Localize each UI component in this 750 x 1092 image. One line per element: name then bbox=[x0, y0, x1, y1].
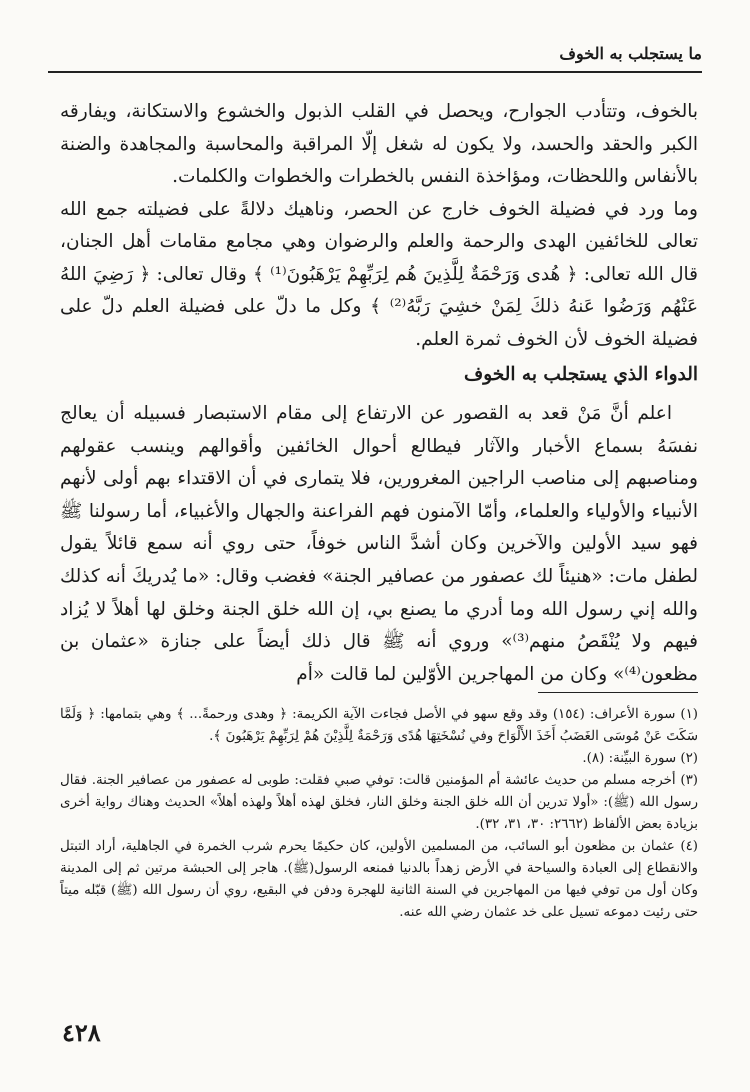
footnote: (٣) أخرجه مسلم من حديث عائشة أم المؤمنين قالت: توفي صبي فقلت: طوبى له عصفور من عصافير الجنة. فقال رسول الله (ﷺ): «أولا تدرين أن الله خلق الجنة وخلق النار، فخلق لهذه أهلاً ولهذه أهلاً» الحديث وهناك رواية أخرى بزيادة بعض الألفاظ (٢٦٦٢: ٣٠، ٣١، ٣٢). bbox=[60, 773, 698, 832]
footnote: (٢) سورة البيِّنة: (٨). bbox=[582, 751, 698, 766]
footnote: (٤) عثمان بن مظعون أبو السائب، من المسلمين الأولين، كان حكيمًا يحرم شرب الخمرة في الجاهلية، أراد التبتل والانقطاع إلى العبادة والسياحة في الأرض زهداً بالدنيا فمنعه الرسول(ﷺ). هاجر إلى الحبشة مرتين ثم إلى المدينة وكان أول من توفي فيها من المهاجرين في السنة الثانية للهجرة ودفن في البقيع، روي أن رسول الله (ﷺ) قبّله ميتاً حتى رئيت دموعه تسيل على خد عثمان رضي الله عنه. bbox=[60, 839, 698, 920]
paragraph: بالخوف، وتتأدب الجوارح، ويحصل في القلب الذبول والخشوع والاستكانة، ويفارقه الكبر والحقد والحسد، ولا يكون له شغل إلّا المراقبة والمحاسبة والمجاهدة والضنة بالأنفاس واللحظات، ومؤاخذة النفس بالخطرات والخطوات والكلمات. bbox=[60, 101, 698, 187]
paragraph: اعلم أنَّ مَنْ قعد به القصور عن الارتفاع إلى مقام الاستبصار فسبيله أن يعالج نفسَهُ بسماع الأخبار والآثار فيطالع أحوال الخائفين وأقوالهم وينسب عقولهم ومناصبهم إلى مناصب الراجين المغرورين، فلا يتمارى في أن الاقتداء بهم أولى لأنهم الأنبياء والأولياء والعلماء، وأمّا الآمنون فهم الفراعنة والجهال والأغبياء، أما رسولنا ﷺ فهو سيد الأولين والآخرين وكان أشدَّ الناس خوفاً، حتى روي أنه سمع قائلاً يقول لطفل مات: «هنيئاً لك عصفور من عصافير الجنة» فغضب وقال: «ما يُدريكَ أنه كذلك والله إني رسول الله وما أدري ما يصنع بي، إن الله خلق الجنة وخلق لها أهلاً لا يُزاد فيهم ولا يُنْقَصُ منهم⁽³⁾» وروي أنه ﷺ قال ذلك أيضاً على جنازة «عثمان بن مظعون⁽⁴⁾» وكان من المهاجرين الأوّلين لما قالت «أم bbox=[60, 403, 698, 685]
section-heading: الدواء الذي يستجلب به الخوف bbox=[464, 364, 698, 385]
header-rule bbox=[48, 71, 702, 73]
page-number: ٤٢٨ bbox=[62, 1018, 101, 1047]
paragraph: وما ورد في فضيلة الخوف خارج عن الحصر، وناهيك دلالةً على فضيلته جمع الله تعالى للخائفين الهدى والرحمة والعلم والرضوان وهي مجامع مقامات أهل الجنان، قال الله تعالى: ﴿ هُدى وَرَحْمَةٌ لِلَّذِينَ هُم لِرَبِّهِمْ يَرْهَبُونَ⁽¹⁾ ﴾ وقال تعالى: ﴿ رَضِيَ اللهُ عَنْهُم وَرَضُوا عَنهُ ذلكَ لِمَنْ خشِيَ رَبَّهُ⁽²⁾ ﴾ وكل ما دلّ على فضيلة العلم دلّ على فضيلة الخوف لأن الخوف ثمرة العلم. bbox=[60, 198, 699, 350]
footnotes bbox=[60, 704, 698, 924]
main-text bbox=[60, 96, 698, 356]
running-header: ما يستجلب به الخوف bbox=[559, 44, 702, 63]
section-text bbox=[60, 398, 698, 691]
footnote-divider bbox=[538, 692, 698, 693]
footnote: (١) سورة الأعراف: (١٥٤) وقد وقع سهو في الأصل فجاءت الآية الكريمة: ﴿ وهدى ورحمةً... ﴾ وهي بتمامها: ﴿ وَلَمَّا سَكَتَ عَنْ مُوسَى الغَضَبُ أَخَذَ الأَلْوَاحَ وفي نُسْخَتِهَا هُدًى وَرَحْمَةٌ لِلَّذِيْنَ هُمْ لِرَبِّهِمْ يَرْهَبُونَ ﴾. bbox=[60, 707, 698, 744]
